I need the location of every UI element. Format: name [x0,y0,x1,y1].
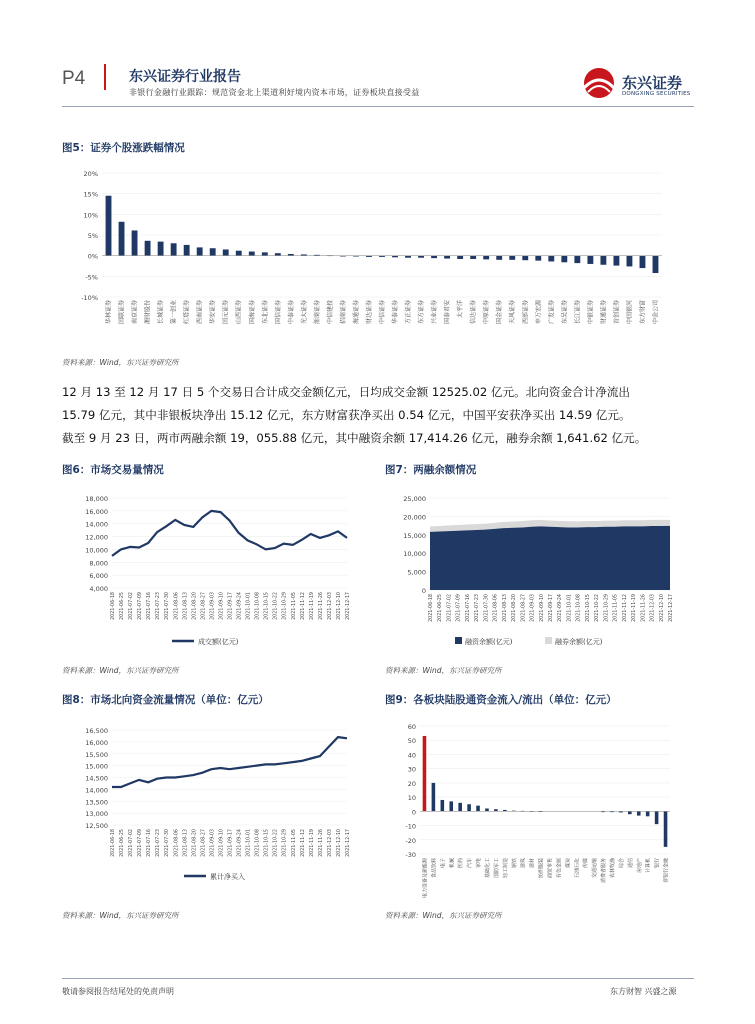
fig5-bar [444,256,450,259]
fig5-xtick: 浙商证券 [313,300,321,325]
fig8-ytick: 16,000 [85,738,108,747]
fig8-ytick: 15,000 [85,762,108,771]
fig6-xtick: 2021-11-26 [318,592,324,620]
fig9-bar [458,803,462,812]
logo-english: DONGXING SECURITIES [622,91,691,97]
fig5-xtick: 财通证券 [600,300,608,325]
fig9-chart [385,718,695,903]
fig7-xtick: 2021-11-26 [641,594,647,622]
fig9-bar [467,804,471,811]
fig5-xtick: 兴业证券 [431,300,439,325]
fig9-xtick: 基础化工 [484,858,491,879]
fig6-ytick: 8,000 [89,559,108,568]
fig9-bar [441,800,445,811]
fig8-xtick: 2021-06-25 [120,829,126,857]
fig6-source: 资料来源：Wind，东兴证券研究所 [62,666,179,675]
fig7-xtick: 2021-08-27 [521,594,527,622]
fig5-bar [600,256,606,265]
fig7-ytick: 25,000 [403,495,426,503]
fig9-ytick: 20 [407,779,416,788]
fig9-ytick: -10 [405,822,416,831]
fig8-xtick: 2021-11-26 [318,829,324,857]
fig6-xtick: 2021-08-20 [192,592,198,620]
fig5-xtick: 国海证券 [248,300,256,325]
report-title: 东兴证券行业报告 [129,69,241,85]
fig8-source: 资料来源：Wind，东兴证券研究所 [62,911,179,920]
fig9-xtick: 计算机 [645,858,652,874]
fig5-xtick: 西南证券 [196,300,204,325]
fig6-chart [62,488,362,653]
fig9-xtick: 交通运输 [592,858,599,879]
fig5-xtick: 天风证券 [509,300,517,325]
fig9-xtick: 农林牧渔 [609,858,616,879]
fig9-xtick: 轻工制造 [502,858,509,879]
fig9-ytick: 40 [407,751,416,760]
fig7-title: 图7：两融余额情况 [385,464,477,476]
fig9-ytick: 30 [407,765,416,774]
fig6-xtick: 2021-11-19 [309,592,315,620]
fig9-xtick: 传媒 [583,858,590,869]
fig9-xtick: 石油石化 [574,858,581,879]
fig9-xtick: 综合 [618,858,625,869]
fig6-ytick: 18,000 [85,495,108,503]
fig6-xtick: 2021-07-23 [156,592,162,620]
fig5-xtick: 长城证券 [157,300,165,325]
fig6-ytick: 16,000 [85,507,108,516]
fig9-xtick: 商贸零售 [547,858,554,879]
fig6-xtick: 2021-07-02 [129,592,135,620]
fig7-xtick: 2021-08-20 [512,594,518,622]
fig6-ytick: 6,000 [89,572,108,581]
fig8-xtick: 2021-09-10 [219,829,225,857]
fig7-ytick: 15,000 [403,531,426,540]
fig5-xtick: 中泰证券 [287,300,295,325]
fig6-xtick: 2021-06-18 [111,592,116,620]
fig5-xtick: 国元证券 [222,300,230,325]
fig9-ytick: -30 [405,851,416,859]
fig5-bar [457,256,463,259]
fig5-xtick: 东方证券 [418,300,426,325]
fig8-xtick: 2021-10-01 [246,829,252,857]
fig5-xtick: 海通证券 [352,300,360,325]
fig8-series-line [112,737,347,787]
dongxing-logo-icon [578,66,620,100]
fig9-bar [628,811,632,814]
fig5-xtick: 信达证券 [470,300,478,325]
fig8-xtick: 2021-12-10 [336,829,342,857]
fig8-xtick: 2021-09-17 [228,829,234,857]
fig8-xtick: 2021-11-12 [300,829,306,857]
fig8-xtick: 2021-11-19 [309,829,315,857]
fig5-bar [132,230,138,255]
logo-text: 东兴证券 [622,74,683,92]
fig9-xtick: 食品饮料 [431,858,438,879]
fig7-xtick: 2021-10-22 [595,594,601,622]
fig9-source: 资料来源：Wind，东兴证券研究所 [385,911,502,920]
fig8-xtick: 2021-09-03 [210,829,216,857]
fig5-bar [431,256,437,258]
fig5-xtick: 太平洋 [457,300,465,319]
footer-rule [62,978,694,979]
fig5-bar [548,256,554,262]
fig8-ytick: 15,500 [85,750,108,759]
fig7-xtick: 2021-10-01 [567,594,573,622]
fig5-bar [535,256,541,261]
fig9-bar [476,806,480,812]
fig5-xtick: 山西证券 [235,300,243,325]
fig5-chart [62,165,692,350]
fig9-xtick: 家电 [476,858,483,869]
fig5-bar [275,253,281,255]
fig7-xtick: 2021-09-24 [558,594,564,622]
fig8-xtick: 2021-09-24 [237,829,243,857]
fig9-xtick: 医药 [458,858,465,869]
fig6-legend-label: 成交额(亿元) [198,638,239,646]
fig7-legend-swatch-loan [455,637,462,644]
fig5-xtick: 中国银河 [626,300,634,325]
fig7-xtick: 2021-07-02 [447,594,453,622]
fig8-ytick: 12,500 [85,822,108,830]
fig7-area-margin-loan [430,526,670,590]
fig6-xtick: 2021-09-10 [219,592,225,620]
fig5-bar [405,256,411,258]
fig9-xtick: 电力设备及新能源 [422,858,429,899]
fig5-xtick: 华泰证券 [392,300,400,325]
fig7-xtick: 2021-06-18 [429,594,434,622]
fig9-xtick: 汽车 [467,858,474,869]
fig7-xtick: 2021-12-10 [659,594,665,622]
fig6-xtick: 2021-09-24 [237,592,243,620]
fig7-legend-label-short: 融券余额(亿元) [555,638,603,646]
fig7-legend-label-loan: 融资余额(亿元) [465,638,513,646]
fig8-xtick: 2021-08-20 [192,829,198,857]
fig8-xtick: 2021-10-08 [255,829,261,857]
fig5-xtick: 湘财股份 [144,300,152,325]
fig9-xtick: 房地产 [636,858,643,874]
fig5-ytick: 5% [87,232,98,240]
fig5-xtick: 申万宏源 [535,300,543,325]
fig6-xtick: 2021-10-01 [246,592,252,620]
fig7-ytick: 20,000 [403,513,426,522]
fig5-xtick: 国金证券 [496,300,504,325]
fig5-xtick: 中原证券 [483,300,491,325]
fig9-xtick: 电子 [440,858,447,869]
fig5-ytick: 0% [87,252,98,261]
fig8-ytick: 13,500 [85,798,108,807]
fig9-xtick: 建材 [529,858,536,869]
fig9-xtick: 银行 [654,858,661,869]
fig9-xtick: 建筑 [520,858,527,869]
fig5-title: 图5：证券个股涨跌幅情况 [62,142,185,154]
fig5-xtick: 中银证券 [587,300,595,325]
fig5-xtick: 中信证券 [379,300,386,325]
fig5-xtick: 光大证券 [300,300,308,325]
fig5-xtick: 财达证券 [365,300,373,325]
fig5-bar [171,243,177,255]
para-line-2: 15.79 亿元，其中非银板块净出 15.12 亿元，东方财富获净买出 0.54 亿元，中国平安获净买出 14.59 亿元。 [62,408,631,422]
fig8-xtick: 2021-10-15 [264,829,270,857]
fig8-xtick: 2021-10-29 [282,829,288,857]
fig6-ytick: 14,000 [85,520,108,529]
fig7-xtick: 2021-09-03 [530,594,536,622]
page-number: P4 [62,68,86,89]
fig6-xtick: 2021-10-29 [282,592,288,620]
fig8-xtick: 2021-11-05 [291,829,297,857]
fig5-bar [418,256,424,258]
fig6-xtick: 2021-12-03 [327,592,333,620]
fig5-bar [509,256,515,260]
fig6-xtick: 2021-08-27 [201,592,207,620]
fig5-ytick: -10% [81,294,98,302]
fig5-xtick: 第一创业 [170,300,178,325]
fig9-xtick: 国防军工 [493,858,500,879]
fig6-xtick: 2021-10-22 [273,592,279,620]
fig9-bar [494,809,498,811]
fig7-xtick: 2021-07-23 [475,594,481,622]
fig8-chart [62,720,362,890]
fig7-xtick: 2021-07-09 [456,594,462,622]
fig7-xtick: 2021-12-17 [669,594,674,622]
fig5-xtick: 招商证券 [339,300,347,325]
fig5-bar [640,256,646,268]
fig5-xtick: 红塔证券 [183,300,191,325]
fig9-ytick: -20 [405,836,416,845]
fig6-xtick: 2021-09-03 [210,592,216,620]
fig8-xtick: 2021-08-06 [174,829,180,857]
fig7-xtick: 2021-11-12 [622,594,628,622]
fig9-xtick: 机械 [449,858,456,869]
fig7-xtick: 2021-11-05 [613,594,619,622]
fig5-bar [470,256,476,259]
fig5-xtick: 东方财富 [639,300,647,325]
fig8-xtick: 2021-08-13 [183,829,189,857]
fig8-xtick: 2021-06-18 [111,829,116,857]
fig6-xtick: 2021-06-25 [120,592,126,620]
fig5-xtick: 华安证券 [209,300,217,325]
fig5-bar [197,247,203,255]
fig5-xtick: 长江证券 [574,300,582,325]
fig6-title: 图6：市场交易量情况 [62,464,164,476]
fig6-xtick: 2021-10-08 [255,592,261,620]
fig7-ytick: 5,000 [407,568,426,577]
fig8-xtick: 2021-07-09 [138,829,144,857]
fig8-xtick: 2021-08-27 [201,829,207,857]
fig9-bar [485,808,489,811]
fig9-xtick: 有色金属 [556,858,563,879]
fig7-xtick: 2021-09-17 [549,594,554,622]
fig5-bar [262,252,268,255]
fig6-ytick: 10,000 [85,546,108,555]
fig6-xtick: 2021-07-09 [138,592,144,620]
fig7-xtick: 2021-12-03 [650,594,656,622]
fig5-bar [145,241,151,256]
fig5-xtick: 国信证券 [274,300,282,325]
fig5-bar [158,242,164,256]
fig9-ytick: 10 [407,794,416,803]
fig5-xtick: 东北证券 [261,300,269,325]
fig5-bar [496,256,502,260]
fig6-xtick: 2021-12-10 [336,592,342,620]
fig8-ytick: 14,000 [85,786,108,795]
fig5-bar [184,245,190,256]
fig5-xtick: 东吴证券 [561,300,569,325]
fig7-xtick: 2021-07-16 [465,594,471,622]
fig7-xtick: 2021-11-19 [632,594,638,622]
fig8-ytick: 13,000 [85,810,108,819]
fig9-xtick: 消费者服务 [601,858,608,884]
fig8-xtick: 2021-12-03 [327,829,333,857]
fig5-ytick: 15% [83,190,98,199]
fig8-ytick: 16,500 [85,727,108,735]
fig6-xtick: 2021-11-05 [291,592,297,620]
fig5-bar [236,251,242,256]
body-paragraph [62,381,702,450]
fig5-bar [653,256,659,273]
fig9-ytick: 60 [407,723,416,731]
fig6-xtick: 2021-11-12 [300,592,306,620]
fig8-xtick: 2021-07-23 [156,829,162,857]
fig8-xtick: 2021-12-17 [346,829,351,857]
fig8-title: 图8：市场北向资金流量情况（单位：亿元） [62,694,269,706]
fig6-xtick: 2021-07-16 [147,592,153,620]
fig6-xtick: 2021-12-17 [346,592,351,620]
fig5-xtick: 华林证券 [105,300,113,325]
fig7-xtick: 2021-08-06 [493,594,499,622]
fig7-ytick: 10,000 [403,550,426,559]
header-separator [104,64,106,90]
fig9-bar [646,811,650,816]
fig6-xtick: 2021-08-13 [183,592,189,620]
fig5-xtick: 南京证券 [131,300,139,325]
fig9-xtick: 通信 [627,858,634,869]
fig8-ytick: 14,500 [85,774,108,783]
fig5-bar [249,252,255,256]
fig9-ytick: 0 [411,808,416,817]
fig5-xtick: 中金公司 [652,300,660,325]
fig5-bar [574,256,580,263]
fig6-xtick: 2021-07-30 [165,592,171,620]
fig9-xtick: 钢铁 [511,858,518,869]
fig5-ytick: -5% [85,273,98,282]
fig7-xtick: 2021-07-30 [484,594,490,622]
footer-slogan: 东方财智 兴盛之源 [610,987,677,996]
fig8-xtick: 2021-10-22 [273,829,279,857]
fig9-bar [432,783,436,811]
fig5-bar [106,196,112,256]
fig6-xtick: 2021-08-06 [174,592,180,620]
fig7-xtick: 2021-08-13 [502,594,508,622]
fig7-legend-swatch-short [545,637,552,644]
fig9-ytick: 50 [407,737,416,746]
fig7-source: 资料来源：Wind，东兴证券研究所 [385,666,502,675]
fig5-bar [561,256,567,263]
fig5-bar [483,256,489,260]
fig9-xtick: 非银行金融 [663,858,670,884]
fig9-bar [637,811,641,815]
footer-disclaimer: 敬请参阅报告结尾处的免责声明 [62,987,174,996]
fig5-bar [613,256,619,266]
fig7-xtick: 2021-06-25 [438,594,444,622]
para-line-3: 截至 9 月 23 日，两市两融余额 19，055.88 亿元，其中融资余额 17,414.26 亿元，融券余额 1,641.62 亿元。 [62,431,647,445]
fig6-xtick: 2021-09-17 [228,592,234,620]
fig7-xtick: 2021-10-15 [585,594,591,622]
fig7-xtick: 2021-09-10 [539,594,545,622]
fig9-xtick: 纺织服装 [538,858,545,879]
fig9-bar [449,801,453,811]
fig5-xtick: 中信建投 [326,300,334,325]
fig5-ytick: 10% [83,211,98,220]
fig9-xtick: 煤炭 [565,858,572,869]
fig8-xtick: 2021-07-02 [129,829,135,857]
fig5-xtick: 国联证券 [118,300,126,325]
fig5-bar [587,256,593,264]
fig5-xtick: 广发证券 [548,300,556,325]
fig5-bar [223,249,229,255]
fig6-ytick: 12,000 [85,533,108,542]
fig9-bar [423,736,427,811]
fig5-xtick: 西部证券 [522,300,530,325]
fig5-bar [522,256,528,261]
fig5-bar [119,222,125,256]
fig7-chart [385,488,695,653]
para-line-1: 12 月 13 至 12 月 17 日 5 个交易日合计成交金额亿元，日均成交金额 12525.02 亿元。北向资金合计净流出 [62,385,631,399]
fig6-xtick: 2021-10-15 [264,592,270,620]
fig5-source: 资料来源：Wind，东兴证券研究所 [62,358,179,367]
fig7-xtick: 2021-10-29 [604,594,610,622]
fig9-bar [664,811,668,847]
fig7-ytick: 0 [421,587,426,595]
report-subtitle: 非银行金融行业跟踪：规范资金北上渠道利好境内资本市场，证券板块直接受益 [129,88,420,97]
header-rule [62,106,694,107]
fig7-xtick: 2021-10-08 [576,594,582,622]
fig8-xtick: 2021-07-16 [147,829,153,857]
fig5-xtick: 首创证券 [613,300,621,325]
fig5-bar [627,256,633,267]
fig9-title: 图9：各板块陆股通资金流入/流出（单位：亿元） [385,694,617,706]
fig5-bar [210,248,216,255]
fig9-bar [655,811,659,824]
fig5-xtick: 国泰君安 [444,300,452,325]
fig8-xtick: 2021-07-30 [165,829,171,857]
fig6-ytick: 4,000 [89,585,108,593]
fig8-legend-label: 累计净买入 [210,873,245,881]
fig5-ytick: 20% [83,170,98,178]
fig5-xtick: 方正证券 [405,300,413,325]
